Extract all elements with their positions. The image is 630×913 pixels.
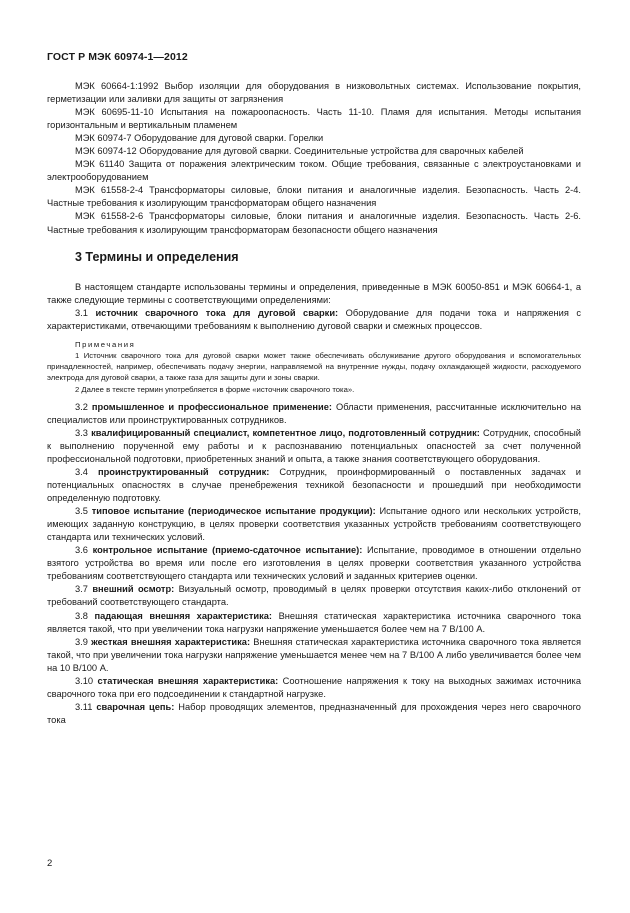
reference-item: МЭК 60974-12 Оборудование для дуговой сварки. Соединительные устройства для сварочных кабелей bbox=[75, 146, 524, 157]
term-name: проинструктированный сотрудник: bbox=[97, 467, 270, 477]
references-list bbox=[47, 80, 581, 237]
section-intro: В настоящем стандарте использованы термины и определения, приведенные в МЭК 60050-851 и МЭК 60664-1, а также следующие термины с соответствующими определениями: bbox=[47, 281, 581, 305]
reference-item: МЭК 61558-2-6 Трансформаторы силовые, блоки питания и аналогичные изделия. Безопасность. Часть 2-6. Частные требования к изолирующим трансформаторам безопасности общего назначения bbox=[47, 211, 581, 235]
term-number: 3.8 bbox=[75, 610, 88, 621]
term-definition bbox=[47, 610, 581, 636]
term-number: 3.9 bbox=[75, 636, 88, 647]
term-definition bbox=[47, 505, 581, 544]
notes-title: Примечания bbox=[75, 339, 136, 349]
term-number: 3.3 bbox=[75, 427, 88, 438]
reference-item: МЭК 60974-7 Оборудование для дуговой сварки. Горелки bbox=[75, 133, 324, 144]
reference-item: МЭК 60695-11-10 Испытания на пожароопасность. Часть 11-10. Пламя для испытания. Методы испытания горизонтальным и вертикальным пламенем bbox=[47, 107, 581, 131]
term-definition bbox=[47, 701, 581, 727]
term-number: 3.1 bbox=[75, 307, 88, 318]
term-text: Визуальный осмотр, проводимый в целях проверки отсутствия каких-либо отклонений от требований соответствующего стандарта. bbox=[47, 584, 581, 608]
term-text: Оборудование для подачи тока и напряжения с характеристиками, отвечающими требованиям к выполнению дуговой сварки и смежных процессов. bbox=[47, 307, 581, 331]
term-name: источник сварочного тока для дуговой сварки: bbox=[95, 307, 339, 318]
term-number: 3.11 bbox=[75, 701, 93, 712]
term-definition bbox=[47, 401, 581, 427]
term-name: жесткая внешняя характеристика: bbox=[91, 636, 251, 647]
term-name: типовое испытание (периодическое испытание продукции): bbox=[91, 506, 376, 517]
term-name: промышленное и профессиональное применение: bbox=[91, 401, 333, 412]
term-definition bbox=[47, 583, 581, 609]
term-number: 3.7 bbox=[75, 584, 88, 595]
term-definition bbox=[47, 544, 581, 583]
reference-item: МЭК 60664-1:1992 Выбор изоляции для оборудования в низковольтных системах. Использование покрытия, герметизации или заливки для защиты от загрязнения bbox=[47, 81, 581, 105]
term-text: Сотрудник, проинформированный о поставленных задачах и потенциальных опасностях в случае пренебрежения техникой безопасности и прошедший при необходимости определенную подготовку. bbox=[47, 467, 581, 504]
term-text: Области применения, рассчитанные исключительно на специалистов или проинструктированных сотрудников. bbox=[47, 401, 582, 425]
page-number: 2 bbox=[47, 858, 53, 869]
term-text: Внешняя статическая характеристика источника сварочного тока является такой, что при увеличении тока нагрузки напряжение уменьшается менее чем на 7 В/100 А либо увеличивается более чем на 10 В/100 А. bbox=[47, 636, 581, 673]
term-text: Испытание одного или нескольких устройств, имеющих заданную конструкцию, в целях проверки соответствия указанных устройств требованиям соответствующего стандарта или технических условий. bbox=[47, 506, 581, 543]
section-heading: 3 Термины и определения bbox=[75, 249, 239, 264]
term-name: внешний осмотр: bbox=[92, 584, 175, 595]
reference-item: МЭК 61558-2-4 Трансформаторы силовые, блоки питания и аналогичные изделия. Безопасность. Часть 2-4. Частные требования к изолирующим трансформаторам общего назначения bbox=[47, 185, 581, 209]
term-name: сварочная цепь: bbox=[96, 701, 175, 712]
term-text: Сотрудник, способный к выполнению порученной ему работы и к распознаванию потенциальных опасностей за счет полученной профессиональной подготовки, приобретенных знаний и опыта, а также знания соответствующего оборудования. bbox=[47, 427, 581, 464]
term-number: 3.4 bbox=[75, 467, 88, 477]
term-definition bbox=[47, 636, 581, 675]
page-header: ГОСТ Р МЭК 60974-1—2012 bbox=[47, 51, 188, 63]
term-name: статическая внешняя характеристика: bbox=[97, 675, 279, 686]
term-name: контрольное испытание (приемо-сдаточное испытание): bbox=[92, 545, 363, 556]
term-number: 3.5 bbox=[75, 506, 88, 517]
note-item: 2 Далее в тексте термин употребляется в форме «источник сварочного тока». bbox=[75, 384, 355, 394]
page-content bbox=[47, 80, 581, 727]
reference-item: МЭК 61140 Защита от поражения электрическим током. Общие требования, связанные с электроустановками и электрооборудованием bbox=[47, 159, 581, 183]
notes-block bbox=[47, 339, 581, 395]
term-text: Внешняя статическая характеристика источника сварочного тока является такой, что при увеличении тока нагрузки напряжение уменьшается более чем на 7 В/100 А. bbox=[47, 610, 581, 634]
term-number: 3.6 bbox=[75, 545, 88, 556]
term-name: квалифицированный специалист, компетентное лицо, подготовленный сотрудник: bbox=[91, 427, 480, 438]
term-definition bbox=[47, 675, 581, 701]
term-number: 3.10 bbox=[75, 675, 94, 686]
term-text: Испытание, проводимое в отношении отдельно взятого устройства во время или после его изготовления в целях проверки соответствия указанного устройства требованиям соответствующего стандарта или технических условий и заданных критериев оценки. bbox=[47, 545, 581, 582]
term-definition bbox=[47, 427, 581, 466]
term-definition bbox=[47, 466, 581, 505]
term-definition bbox=[47, 307, 581, 333]
term-name: падающая внешняя характеристика: bbox=[94, 610, 273, 621]
note-item: 1 Источник сварочного тока для дуговой сварки может также обеспечивать обслуживание другого оборудования и вспомогательных принадлежностей, например, обеспечивать подачу энергии, направляемой на внутренние нужды, подачу охлаждающей жидкости, расходуемого электрода для дуговой сварки, а также газа для защиты дуги и зоны сварки. bbox=[47, 350, 581, 383]
term-text: Набор проводящих элементов, предназначенный для прохождения через него сварочного тока bbox=[47, 701, 581, 725]
term-number: 3.2 bbox=[75, 401, 88, 412]
term-text: Соотношение напряжения к току на выходных зажимах источника сварочного тока при его подсоединении к стандартной нагрузке. bbox=[47, 675, 581, 699]
